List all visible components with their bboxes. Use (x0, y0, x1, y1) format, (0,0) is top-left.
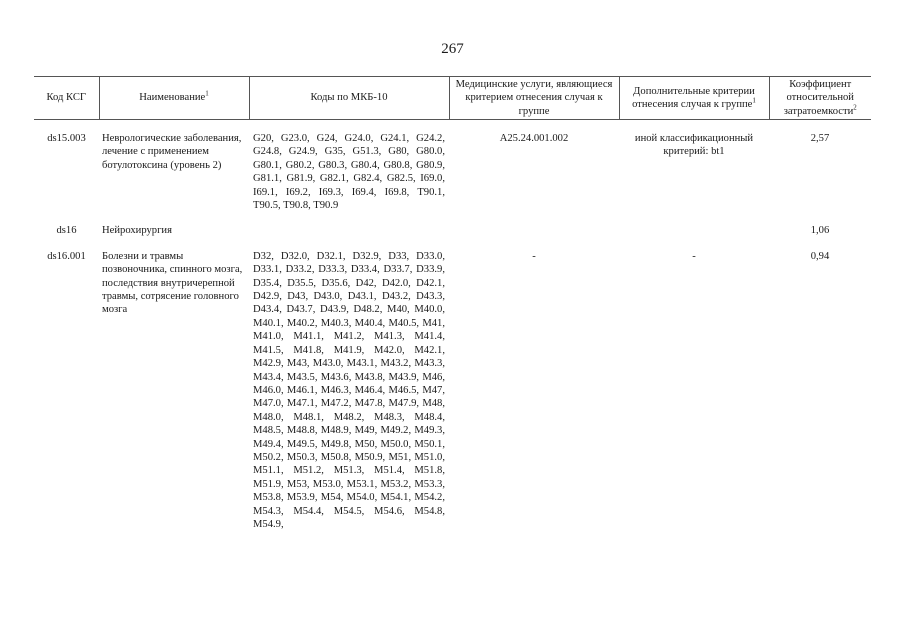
table-row (34, 250, 871, 532)
cell-services: A25.24.001.002 (499, 133, 569, 144)
table-header-row (34, 77, 871, 120)
cell-code: ds16 (56, 225, 77, 237)
header-mkb: Коды по МКБ-10 (249, 77, 449, 120)
cell-name: Неврологические заболевания, лечение с применением ботулотоксина (уровень 2) (102, 133, 242, 171)
ksg-table (34, 76, 871, 531)
cell-services: - (532, 250, 536, 262)
cell-extra: - (692, 250, 696, 262)
cell-name: Болезни и травмы позвоночника, спинного мозга, последствия внутричерепной травмы, сотрясение головного мозга (102, 250, 243, 316)
table-row (34, 224, 871, 237)
cell-coef: 1,06 (810, 225, 830, 237)
cell-mkb: D32, D32.0, D32.1, D32.9, D33, D33.0, D33.1, D33.2, D33.3, D33.4, D33.7, D33.9, D35.4, D35.5, D35.6, D42, D42.0, D42.1, D42.9, D43, D43.0, D43.1, D43.2, D43.3, D43.4, D43.7, D43.9, D48.2, M40, M40.0, M40.1, M40.2, M40.3, M40.4, M40.5, M41, M41.0, M41.1, M41.2, M41.3, M41.4, M41.5, M41.8, M41.9, M42.0, M42.1, M42.9, M43, M43.0, M43.1, M43.2, M43.3, M43.4, M43.5, M43.6, M43.8, M43.9, M46, M46.0, M46.1, M46.3, M46.4, M46.5, M47, M47.0, M47.1, M47.2, M47.8, M47.9, M48, M48.0, M48.1, M48.2, M48.3, M48.4, M48.5, M48.8, M48.9, M49, M49.2, M49.3, M49.4, M49.5, M49.8, M50, M50.0, M50.1, M50.2, M50.3, M50.8, M50.9, M51, M51.0, M51.1, M51.2, M51.3, M51.4, M51.8, M51.9, M53, M53.0, M53.1, M53.2, M53.3, M53.8, M53.9, M54, M54.0, M54.1, M54.2, M54.3, M54.4, M54.5, M54.6, M54.8, M54.9, (253, 250, 445, 530)
table-row (34, 132, 871, 212)
cell-mkb (249, 224, 449, 237)
header-coef: Коэффициент относительной затратоемкости$^2$ (769, 77, 871, 120)
page-number: 267 (441, 41, 464, 57)
cell-code: ds16.001 (47, 250, 86, 262)
cell-name: Нейрохирургия (102, 225, 172, 237)
cell-extra (619, 224, 769, 237)
header-extra: Дополнительные критерии отнесения случая к группе$^1$ (619, 77, 769, 120)
header-name: Наименование$^1$ (99, 77, 249, 120)
cell-extra: иной классификационный критерий: bt1 (634, 133, 754, 158)
header-services: Медицинские услуги, являющиеся критерием отнесения случая к группе (449, 77, 619, 120)
cell-mkb: G20, G23.0, G24, G24.0, G24.1, G24.2, G24.8, G24.9, G35, G51.3, G80, G80.0, G80.1, G80.2, G80.3, G80.4, G80.8, G80.9, G81.1, G81.9, G82.1, G82.4, G82.5, I69.0, I69.1, I69.2, I69.3, I69.4, I69.8, T90.1, T90.5, T90.8, T90.9 (253, 133, 445, 212)
cell-services (449, 224, 619, 237)
header-code: Код КСГ (34, 77, 99, 120)
cell-coef: 2,57 (810, 133, 830, 144)
cell-coef: 0,94 (810, 250, 830, 262)
cell-code: ds15.003 (47, 133, 86, 144)
